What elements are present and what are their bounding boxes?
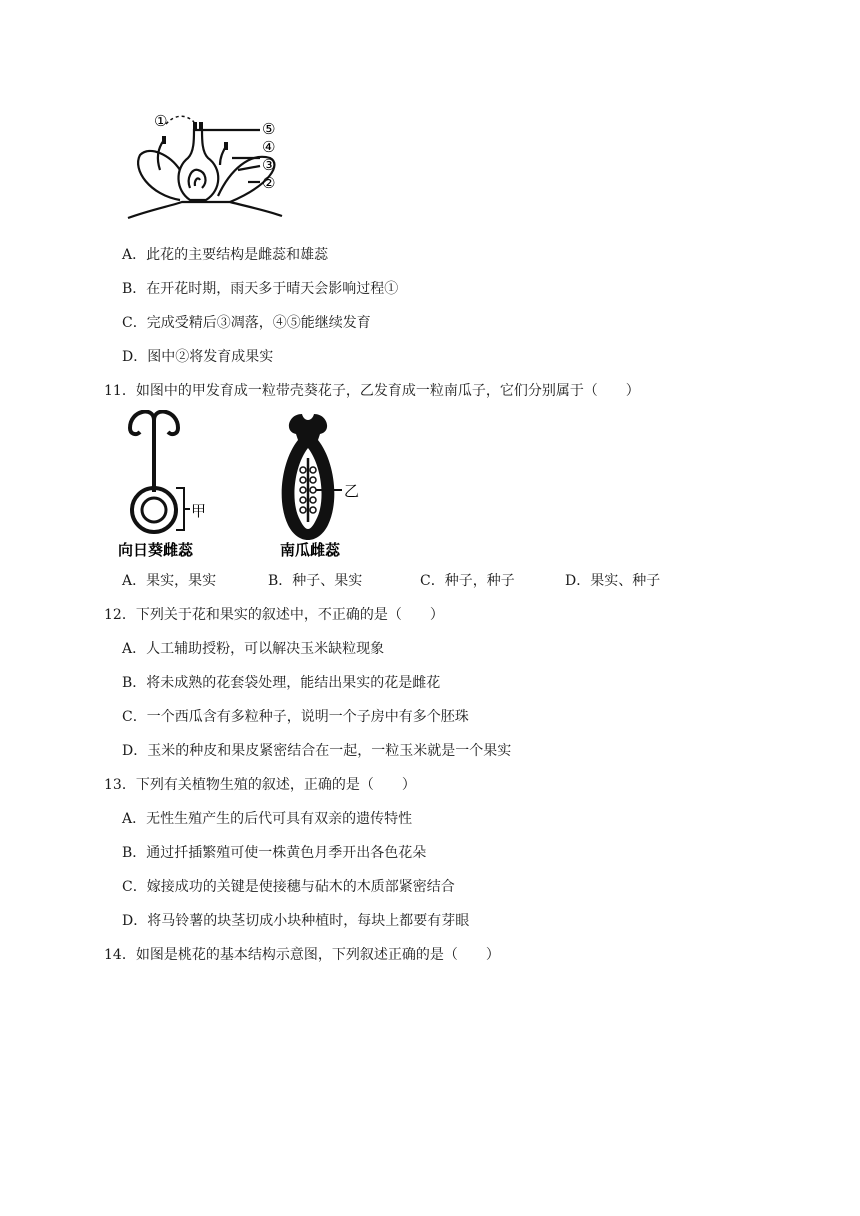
label-circled-5: ⑤ bbox=[262, 120, 276, 138]
label-circled-2: ② bbox=[262, 174, 276, 192]
q12-option-c: C．一个西瓜含有多粒种子，说明一个子房中有多个胚珠 bbox=[122, 709, 469, 725]
q14-stem: 14．如图是桃花的基本结构示意图，下列叙述正确的是（ ） bbox=[104, 947, 500, 963]
q13-option-a: A．无性生殖产生的后代可具有双亲的遗传特性 bbox=[122, 811, 413, 827]
prev-option-b: B．在开花时期，雨天多于晴天会影响过程① bbox=[122, 281, 399, 297]
flower-structure-diagram bbox=[120, 110, 290, 225]
q11-stem: 11．如图中的甲发育成一粒带壳葵花子，乙发育成一粒南瓜子，它们分别属于（ ） bbox=[104, 383, 640, 399]
prev-option-c: C．完成受精后③凋落，④⑤能继续发育 bbox=[122, 315, 371, 331]
pumpkin-caption: 南瓜雌蕊 bbox=[280, 541, 341, 559]
q13-stem: 13．下列有关植物生殖的叙述，正确的是（ ） bbox=[104, 777, 416, 793]
q13-option-d: D．将马铃薯的块茎切成小块种植时，每块上都要有芽眼 bbox=[122, 913, 470, 929]
q13-option-c: C．嫁接成功的关键是使接穗与砧木的木质部紧密结合 bbox=[122, 879, 455, 895]
prev-option-a: A．此花的主要结构是雌蕊和雄蕊 bbox=[122, 247, 329, 263]
label-circled-1: ① bbox=[154, 112, 168, 130]
sunflower-caption: 向日葵雌蕊 bbox=[118, 541, 194, 559]
prev-option-d: D．图中②将发育成果实 bbox=[122, 349, 274, 365]
q11-option-d: D．果实、种子 bbox=[565, 573, 661, 589]
pumpkin-label-yi: 乙 bbox=[344, 482, 360, 500]
q11-option-a: A．果实，果实 bbox=[122, 573, 217, 589]
q12-stem: 12．下列关于花和果实的叙述中，不正确的是（ ） bbox=[104, 607, 444, 623]
pistil-diagram bbox=[118, 410, 378, 565]
q12-option-d: D．玉米的种皮和果皮紧密结合在一起，一粒玉米就是一个果实 bbox=[122, 743, 512, 759]
q12-option-a: A．人工辅助授粉，可以解决玉米缺粒现象 bbox=[122, 641, 385, 657]
q11-option-c: C．种子，种子 bbox=[420, 573, 515, 589]
label-circled-4: ④ bbox=[262, 138, 276, 156]
q12-option-b: B．将未成熟的花套袋处理，能结出果实的花是雌花 bbox=[122, 675, 441, 691]
sunflower-label-jia: 甲 bbox=[191, 502, 207, 520]
q11-option-b: B．种子、果实 bbox=[268, 573, 363, 589]
q13-option-b: B．通过扦插繁殖可使一株黄色月季开出各色花朵 bbox=[122, 845, 427, 861]
label-circled-3: ③ bbox=[262, 156, 276, 174]
